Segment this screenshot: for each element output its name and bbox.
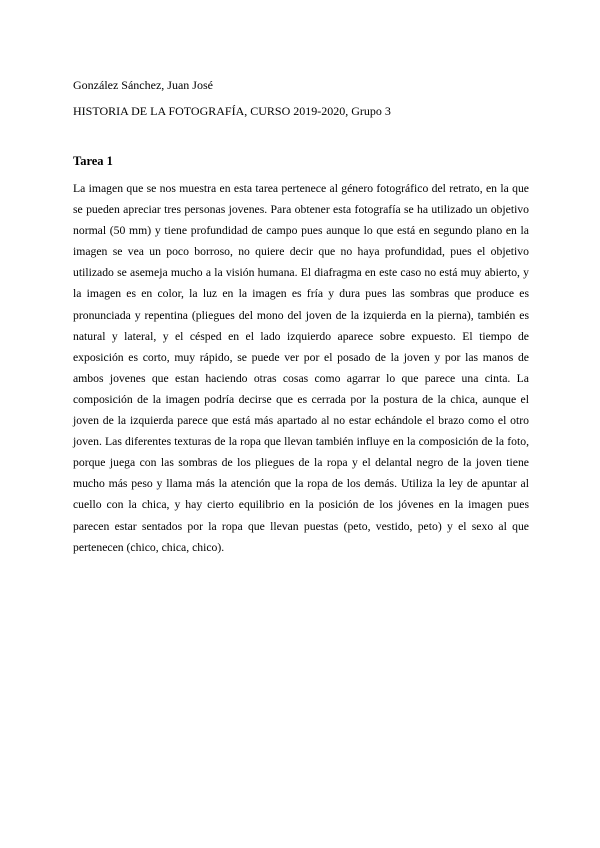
body-paragraph: La imagen que se nos muestra en esta tarea pertenece al género fotográfico del retrato, en la que se pueden apreciar tres personas jovenes. Para obtener esta fotografía se ha utilizado un objetivo normal (50 mm) y tiene profundidad de campo pues aunque lo que está en segundo plano en la imagen se vea un poco borroso, no quiere decir que no haya profundidad, pues el objetivo utilizado se asemeja mucho a la visión humana. El diafragma en este caso no está muy abierto, y la imagen es en color, la luz en la imagen es fría y dura pues las sombras que produce es pronunciada y repentina (pliegues del mono del joven de la izquierda en la pierna), también es natural y lateral, y el césped en el lado izquierdo aparece sobre expuesto. El tiempo de exposición es corto, muy rápido, se puede ver por el posado de la joven y por las manos de ambos jovenes que estan haciendo otras cosas como agarrar lo que parece una cinta. La composición de la imagen podría decirse que es cerrada por la postura de la chica, aunque el joven de la izquierda parece que está más apartado al no estar echándole el brazo como el otro joven. Las diferentes texturas de la ropa que llevan también influye en la composición de la foto, porque juega con las sombras de los pliegues de la ropa y el delantal negro de la joven tiene mucho más peso y llama más la atención que la ropa de los demás. Utiliza la ley de apuntar al cuello con la chica, y hay cierto equilibrio en la posición de los jóvenes en la imagen pues parecen estar sentados por la ropa que llevan puestas (peto, vestido, peto) y el sexo al que pertenecen (chico, chica, chico). (73, 182, 529, 554)
task-title: Tarea 1 (73, 154, 113, 168)
course-heading: HISTORIA DE LA FOTOGRAFÍA, CURSO 2019-2020, Grupo 3 (73, 104, 391, 118)
author-name: González Sánchez, Juan José (73, 78, 213, 92)
